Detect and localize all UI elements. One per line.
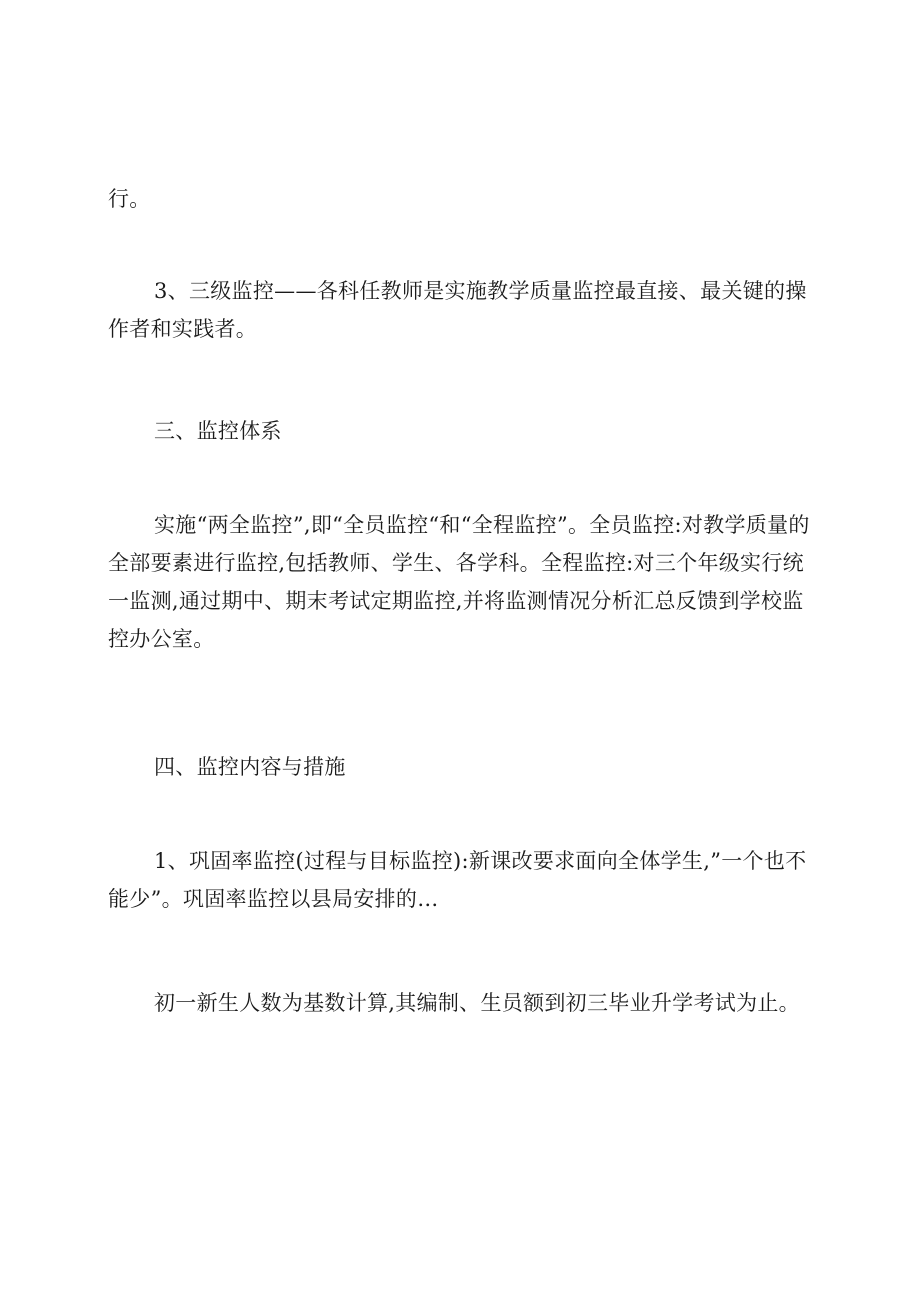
paragraph-enrollment-basis: 初一新生人数为基数计算,其编制、生员额到初三毕业升学考试为止。	[154, 991, 800, 1015]
paragraph-two-full-monitoring: 实施“两全监控”,即“全员监控“和“全程监控”。全员监控:对教学质量的全部要素进行监控,包括教师、学生、各学科。全程监控:对三个年级实行统一监测,通过期中、期末考试定期监控,并将监测情况分析汇总反馈到学校监控办公室。	[108, 513, 810, 651]
section-heading-monitoring-system: 三、监控体系	[154, 419, 282, 443]
section-heading-content-measures: 四、监控内容与措施	[154, 755, 346, 779]
paragraph-retention-monitoring: 1、巩固率监控(过程与目标监控):新课改要求面向全体学生,”一个也不能少”。巩固率监控以县局安排的…	[108, 849, 807, 911]
paragraph-third-level-monitoring: 3、三级监控——各科任教师是实施教学质量监控最直接、最关键的操作者和实践者。	[108, 279, 807, 341]
paragraph-continuation: 行。	[108, 187, 151, 211]
